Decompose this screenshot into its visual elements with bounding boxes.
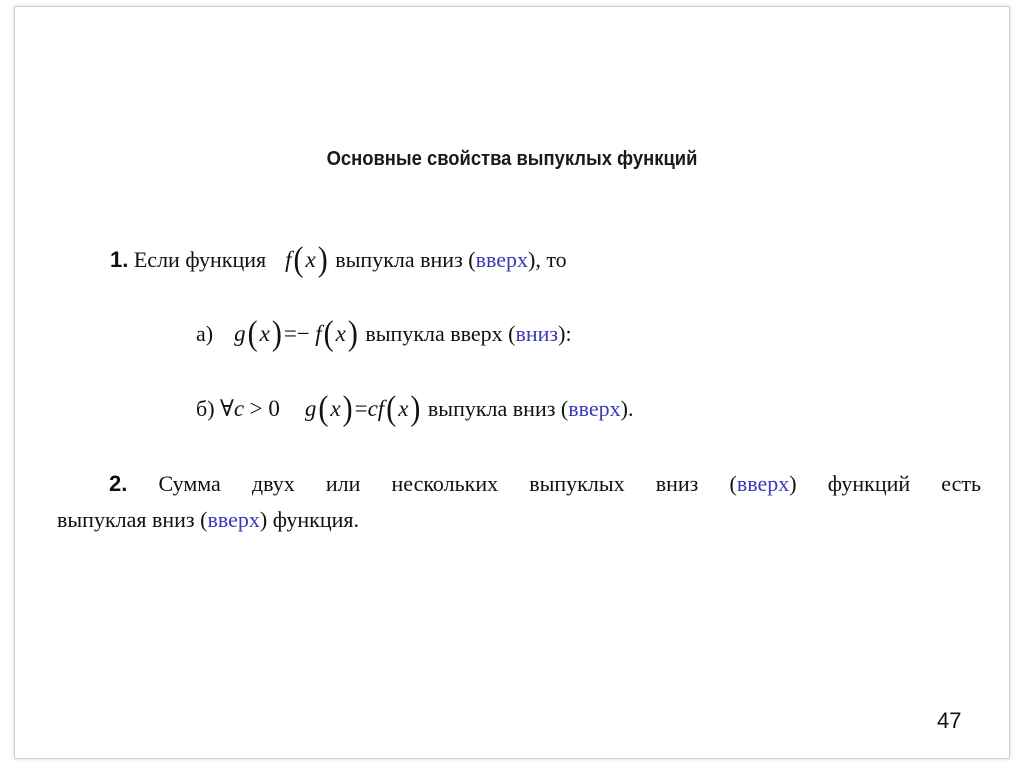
property-1-line: 1. Если функция f(x) выпукла вниз (вверх), то	[110, 239, 567, 279]
property-1b-label: б)	[196, 396, 215, 421]
f-symbol: f	[285, 247, 292, 272]
x-symbol: x	[398, 396, 409, 421]
property-2-line-1-alt: вверх	[736, 471, 790, 496]
property-2-line-2-alt: вверх	[207, 507, 260, 532]
property-2-number: 2.	[109, 471, 128, 496]
property-1-end-text: ), то	[528, 247, 567, 272]
x-symbol: x	[305, 247, 316, 272]
slide-frame	[14, 6, 1010, 759]
property-1b-alt-text: вверх	[568, 396, 621, 421]
forall-symbol: ∀	[220, 396, 234, 421]
page-number: 47	[937, 708, 962, 733]
property-1b-end-text: ).	[620, 396, 634, 421]
f-symbol: f	[315, 321, 322, 346]
condition-text: > 0	[249, 396, 280, 421]
property-1a-label: а)	[196, 321, 214, 346]
property-1b-line: б) ∀c > 0 g(x)=cf(x) выпукла вниз (вверх).	[196, 388, 634, 428]
property-1b-text: выпукла вниз	[427, 396, 556, 421]
page-title: Основные свойства выпуклых функций	[326, 148, 698, 170]
cf-symbol: cf	[367, 396, 385, 421]
g-symbol: g	[234, 321, 246, 346]
equals-symbol: =	[354, 396, 368, 421]
property-2-paragraph	[57, 466, 981, 538]
property-1-alt-text: вверх	[475, 247, 529, 272]
property-1a-text: выпукла вверх	[365, 321, 503, 346]
property-1-number: 1.	[110, 247, 129, 272]
property-2-line-1-text: Сумма двух или нескольких выпуклых вниз	[158, 471, 699, 496]
x-symbol: x	[335, 321, 346, 346]
property-2-line-2: выпуклая вниз (вверх) функция.	[57, 507, 360, 532]
equals-minus-symbol: =−	[283, 321, 310, 346]
g-symbol: g	[304, 396, 317, 421]
property-1a-end-text: ):	[558, 321, 572, 346]
property-1-text-before: Если функция	[133, 247, 267, 272]
property-2-line-1: 2. Сумма двух или нескольких выпуклых вниз (вверх) функций есть	[109, 471, 982, 496]
property-1a-alt-text: вниз	[515, 321, 559, 346]
property-1a-line: а) g(x)=− f(x) выпукла вверх (вниз):	[196, 313, 572, 353]
x-symbol: x	[330, 396, 341, 421]
property-2-line-2-text: выпуклая вниз	[57, 507, 195, 532]
property-2-line-1-end: функций есть	[827, 471, 982, 496]
property-2-line-2-end: функция.	[272, 507, 360, 532]
property-1-convex-text: выпукла вниз	[335, 247, 463, 272]
x-symbol: x	[259, 321, 270, 346]
c-symbol: c	[233, 396, 245, 421]
